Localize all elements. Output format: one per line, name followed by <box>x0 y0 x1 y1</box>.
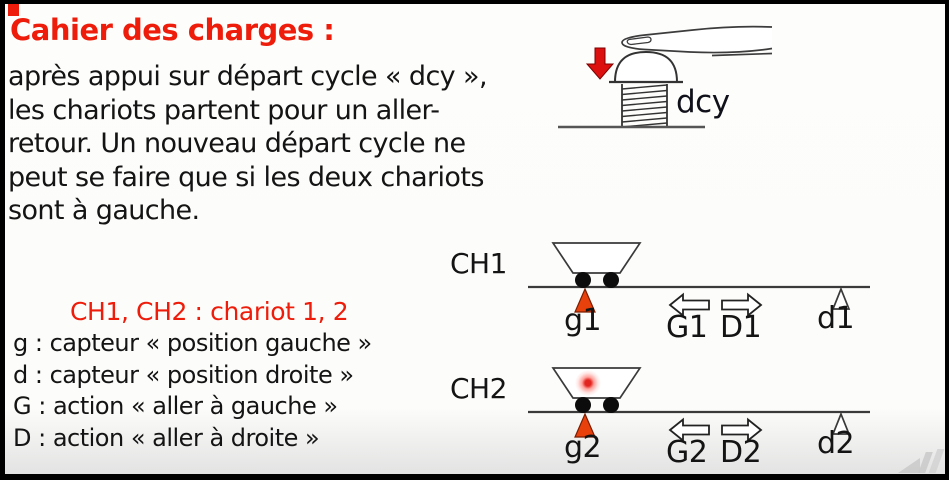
start-button-diagram <box>550 14 790 134</box>
spec-line: peut se faire que si les deux chariots <box>8 161 484 193</box>
chariot2-right-action-label: D2 <box>720 435 762 470</box>
chariot2-right-sensor-label: d2 <box>817 426 855 461</box>
spec-line: sont à gauche. <box>8 195 200 226</box>
chariot2-left-sensor-label: g2 <box>564 430 602 465</box>
chariot1-name: CH1 <box>450 247 507 280</box>
legend-heading: CH1, CH2 : chariot 1, 2 <box>70 297 349 326</box>
legend-list <box>13 328 372 454</box>
cart-wheel-left <box>575 397 591 413</box>
spec-paragraph <box>8 60 487 228</box>
chariot1-right-sensor-label: d1 <box>817 301 855 336</box>
legend-item: d : capteur « position droite » <box>13 360 354 389</box>
chariot1-left-sensor-label: g1 <box>564 303 602 338</box>
spec-line: les chariots partent pour un aller- <box>8 94 440 126</box>
chariot2-name: CH2 <box>450 372 507 405</box>
cart-wheel-right <box>603 272 619 288</box>
dcy-label: dcy <box>676 84 730 120</box>
cart-wheel-right <box>603 397 619 413</box>
pushbutton-dome <box>615 52 677 82</box>
pushbutton-spring <box>622 84 667 127</box>
chariot2-left-action-label: G2 <box>666 435 708 470</box>
spec-line: retour. Un nouveau départ cycle ne <box>8 128 466 159</box>
chariot1-left-action-label: G1 <box>666 310 708 345</box>
spec-line: après appui sur départ cycle « dcy », <box>8 61 487 92</box>
cart-body <box>553 243 640 273</box>
laser-pointer-dot <box>574 369 602 397</box>
chariot1-right-action-label: D1 <box>720 310 762 345</box>
cart-wheel-left <box>575 272 591 288</box>
press-arrow-icon <box>587 48 613 79</box>
page-title: Cahier des charges : <box>10 13 335 47</box>
legend-item: D : action « aller à droite » <box>13 423 320 452</box>
legend-item: G : action « aller à gauche » <box>13 392 338 420</box>
legend-item: g : capteur « position gauche » <box>13 329 372 357</box>
